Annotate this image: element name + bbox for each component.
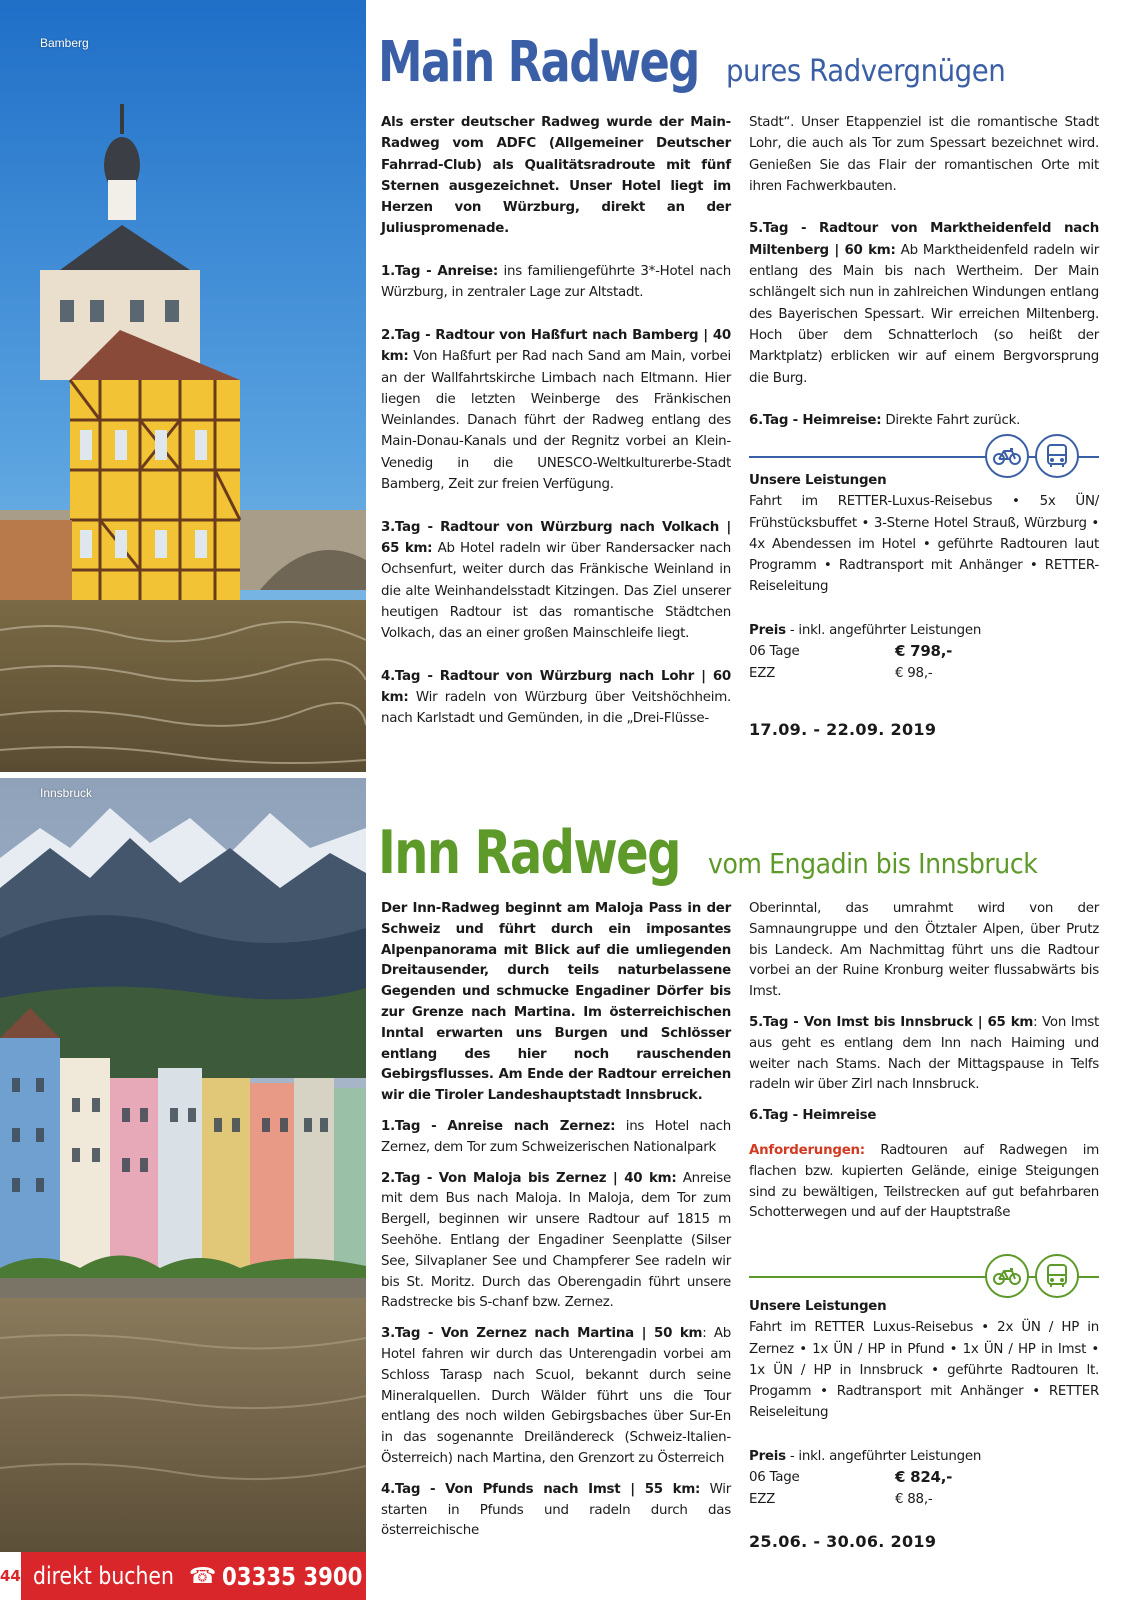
- trip1-price-note: - inkl. angeführter Leistungen: [785, 623, 982, 638]
- trip1-title: [378, 30, 1030, 95]
- phone-number[interactable]: 03335 3900: [222, 1561, 363, 1591]
- trip2-left-column: [381, 899, 731, 1552]
- trip2-dates: 25.06. - 30.06. 2019: [749, 1532, 937, 1551]
- trip1-services-heading: Unsere Leistungen: [749, 473, 887, 488]
- booking-cta[interactable]: direkt buchen: [32, 1562, 174, 1590]
- trip1-day6: 6.Tag - Heimreise: Direkte Fahrt zurück.: [749, 413, 1021, 429]
- trip2-requirements: Anforderungen: Radtouren auf Radwegen im flachen bzw. kupierten Gelände, einige Steigungen sind zu bewältigen, Teilstrecken auf gut befahrbaren Schotterwegen und auf der Hauptstraße: [749, 1142, 1099, 1221]
- trip2-icon-divider: [749, 1252, 1099, 1302]
- trip1-day2: 2.Tag - Radtour von Haßfurt nach Bamberg | 40 km: Von Haßfurt per Rad nach Sand am Main, vorbei an der Wallfahrtskirche Limbach nach Eltmann. Hier liegen die letzten Weinberge des Fränkischen Weinlandes. Danach führt der Radweg entlang des Main-Donau-Kanals und der Regnitz vorbei an Klein-Venedig in die UNESCO-Weltkulturerbe-Stadt Bamberg, Zeit zur freien Verfügung.: [381, 327, 731, 493]
- trip2-right-column: [749, 899, 1099, 1234]
- trip2-services-text: Fahrt im RETTER Luxus-Reisebus • 2x ÜN / HP in Zernez • 1x ÜN / HP in Pfund • 1x ÜN / HP in Imst • 1x ÜN / HP in Innsbruck • geführte Radtouren lt. Progamm • Radtransport mit Anhänger • RETTER Reiseleitung: [749, 1320, 1099, 1421]
- trip1-day4-cont: Stadt“. Unser Etappenziel ist die romantische Stadt Lohr, die auch als Tor zum Spessart bezeichnet wird. Genießen Sie das Flair der romantischen Orte mit ihren Fachwerkbauten.: [749, 115, 1099, 194]
- trip2-intro: Der Inn-Radweg beginnt am Maloja Pass in der Schweiz und führt durch ein imposantes Alpenpanorama mit Blick auf die umliegenden Dreitausender, durch teils naturbelassene Gegenden und schmucke Engadiner Dörfer bis zur Grenze nach Martina. Im österreichischen Inntal erwarten uns Burgen und Schlösser entlang des hier noch rauschenden Gebirgsflusses. Am Ende der Radtour erreichen wir die Tiroler Landeshauptstadt Innsbruck.: [381, 901, 731, 1104]
- trip2-day6: 6.Tag - Heimreise: [749, 1108, 877, 1124]
- photo-bamberg: [0, 0, 366, 772]
- photo-caption-innsbruck: Innsbruck: [40, 786, 93, 800]
- photo-caption-bamberg: Bamberg: [40, 36, 89, 50]
- trip1-day3: 3.Tag - Radtour von Würzburg nach Volkach | 65 km: Ab Hotel radeln wir über Randersacker nach Ochsenfurt, weiter durch das Fränkische Weinland in die alte Weinhandelsstadt Kitzingen. Das Ziel unserer heutigen Radtour ist das romantische Städtchen Volkach, das an einer großen Mainschleife liegt.: [381, 519, 732, 642]
- trip1-left-column: [381, 112, 731, 751]
- trip2-price-note: - inkl. angeführter Leistungen: [785, 1449, 982, 1464]
- trip1-price-row: EZZ € 98,-: [749, 665, 933, 681]
- trip1-intro: Als erster deutscher Radweg wurde der Main-Radweg vom ADFC (Allgemeiner Deutscher Fahrrad-Club) als Qualitätsradroute mit fünf Sternen ausgezeichnet. Unser Hotel liegt im Herzen von Würzburg, direkt an der Juliuspromenade.: [381, 115, 731, 237]
- trip1-day4: 4.Tag - Radtour von Würzburg nach Lohr | 60 km: Wir radeln von Würzburg über Veitshöchheim. nach Karlstadt und Gemünden, in die „Drei-Flüsse-: [381, 668, 731, 727]
- trip1-price: [749, 620, 1099, 684]
- trip1-day1: 1.Tag - Anreise: ins familiengeführte 3*-Hotel nach Würzburg, in zentraler Lage zur Altstadt.: [381, 264, 731, 301]
- trip1-right-column: [749, 112, 1099, 453]
- telephone-icon: ☎: [188, 1563, 217, 1589]
- trip2-price-row: 06 Tage € 824,-: [749, 1468, 953, 1487]
- trip2-title: [378, 818, 1074, 888]
- trip1-services-text: Fahrt im RETTER-Luxus-Reisebus • 5x ÜN/ Frühstücksbuffet • 3-Sterne Hotel Strauß, Würzburg • 4x Abendessen im Hotel • geführte Radtouren laut Programm • Radtransport mit Anhänger • RETTER-Reiseleitung: [749, 494, 1099, 595]
- trip1-dates: 17.09. - 22.09. 2019: [749, 720, 937, 739]
- trip2-services: [749, 1296, 1099, 1424]
- trip2-day4-cont: Oberinntal, das umrahmt wird von der Samnaungruppe und den Ötztaler Alpen, über Prutz bis Landeck. Am Nachmittag führt uns die Radtour vorbei an der Ruine Kronburg weiter flussabwärts bis Imst.: [749, 901, 1099, 1000]
- trip2-price-label: Preis: [749, 1449, 786, 1464]
- trip1-title-sub: pures Radvergnügen: [725, 54, 1006, 89]
- bicycle-icon: [985, 1254, 1029, 1298]
- booking-footer[interactable]: [0, 1552, 366, 1600]
- trip2-title-main: Inn Radweg: [378, 818, 680, 888]
- trip1-price-label: Preis: [749, 623, 786, 638]
- trip2-day2: 2.Tag - Von Maloja bis Zernez | 40 km: Anreise mit dem Bus nach Maloja. In Maloja, dem Tor zum Bergell, beginnen wir unsere Radtour auf 1815 m Seehöhe. Entlang der Engadiner Seenplatte (Silser See, Silvaplaner See und Champferer See radeln wir bis St. Moritz. Durch das Oberengadin führt unsere Radstrecke bis S-chanf bzw. Zernez.: [381, 1170, 731, 1311]
- trip2-day1: 1.Tag - Anreise nach Zernez: ins Hotel nach Zernez, dem Tor zum Schweizerischen Nationalpark: [381, 1118, 731, 1155]
- bus-icon: [1035, 1254, 1079, 1298]
- trip2-price-row: EZZ € 88,-: [749, 1491, 933, 1507]
- trip1-services: [749, 470, 1099, 598]
- trip2-day4: 4.Tag - Von Pfunds nach Imst | 55 km: Wir starten in Pfunds und radeln durch das österreichische: [381, 1481, 731, 1539]
- trip2-day3: 3.Tag - Von Zernez nach Martina | 50 km: Ab Hotel fahren wir durch das Unterengadin vorbei am Schloss Tarasp nach Scuol, bekannt durch seine Mineralquellen. Durch Wälder führt uns die Tour entlang des noch wilden Gebirgsbaches über Sur-En in das sogenannte Dreiländereck (Schweiz-Italien-Österreich) nach Martina, den Grenzort zu Österreich: [381, 1326, 731, 1466]
- trip2-price: [749, 1446, 1099, 1510]
- photo-innsbruck: [0, 778, 366, 1552]
- page-number: 44: [0, 1552, 23, 1600]
- trip2-services-heading: Unsere Leistungen: [749, 1299, 887, 1314]
- trip2-day5: 5.Tag - Von Imst bis Innsbruck | 65 km: Von Imst aus geht es entlang dem Inn nach Haiming und weiter nach Stams. Nach der Mittagspause in Telfs radeln wir über Zirl nach Innsbruck.: [749, 1014, 1099, 1093]
- trip2-title-sub: vom Engadin bis Innsbruck: [708, 847, 1038, 880]
- trip1-day5: 5.Tag - Radtour von Marktheidenfeld nach Miltenberg | 60 km: Ab Marktheidenfeld radeln wir entlang des Main bis nach Wertheim. Der Main schlängelt sich nun in zahlreichen Windungen entlang des Bayerischen Spessart. Wir erreichen Miltenberg. Hoch über dem Schnatterloch (so heißt der Marktplatz) erblicken wir auf einem Bergvorsprung die Burg.: [749, 221, 1099, 386]
- trip1-title-main: Main Radweg: [378, 30, 699, 95]
- trip1-price-row: 06 Tage € 798,-: [749, 642, 953, 661]
